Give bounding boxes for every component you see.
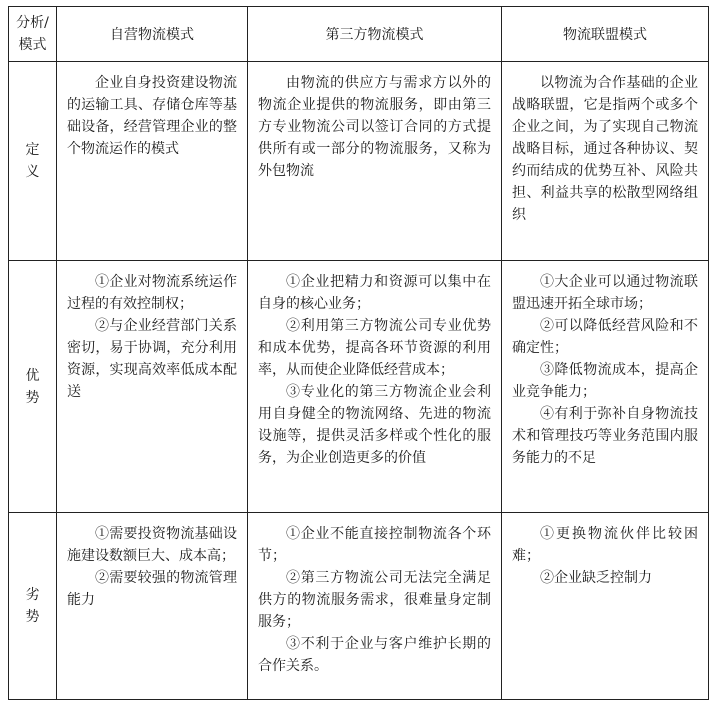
row-advantages (9, 261, 709, 513)
cell-paragraph: ①更换物流伙伴比较困难； (512, 526, 698, 564)
column-header-self-operated: 自营物流模式 (57, 7, 248, 62)
cell-paragraph: ①企业把精力和资源可以集中在自身的核心业务； (258, 274, 491, 312)
cell-paragraph: ①大企业可以通过物流联盟迅速开拓全球市场； (512, 274, 698, 312)
cell-disadvantages-third-party (248, 513, 502, 700)
cell-paragraph: ②利用第三方物流公司专业优势和成本优势，提高各环节资源的利用率，从而使企业降低经营成本； (258, 318, 491, 378)
row-disadvantages (9, 513, 709, 700)
cell-paragraph: ②第三方物流公司无法完全满足供方的物流服务需求，很难量身定制服务； (258, 570, 491, 630)
column-header-third-party: 第三方物流模式 (248, 7, 502, 62)
cell-paragraph: 由物流的供应方与需求方以外的物流企业提供的物流服务，即由第三方专业物流公司以签订合同的方式提供所有或一部分的物流服务，又称为外包物流 (258, 75, 491, 179)
cell-paragraph: ②需要较强的物流管理能力 (67, 570, 237, 608)
corner-header (9, 7, 57, 62)
cell-paragraph: ①企业不能直接控制物流各个环节； (258, 526, 491, 564)
cell-paragraph: ②企业缺乏控制力 (540, 570, 652, 586)
row-header-advantages: 优势 (9, 261, 57, 513)
cell-paragraph: ③降低物流成本，提高企业竞争能力； (512, 362, 698, 400)
logistics-comparison-table (8, 6, 709, 700)
cell-paragraph: ①需要投资物流基础设施建设数额巨大、成本高； (67, 526, 237, 564)
cell-advantages-alliance (502, 261, 709, 513)
cell-paragraph: 企业自身投资建设物流的运输工具、存储仓库等基础设备，经营管理企业的整个物流运作的模式 (67, 75, 237, 157)
header-row (9, 7, 709, 62)
cell-definition-self (57, 62, 248, 261)
cell-paragraph: ②可以降低经营风险和不确定性； (512, 318, 698, 356)
cell-definition-alliance (502, 62, 709, 261)
cell-paragraph: ①企业对物流系统运作过程的有效控制权； (67, 274, 237, 312)
cell-paragraph: ③不利于企业与客户维护长期的合作关系。 (258, 636, 491, 674)
corner-line-2: 模式 (18, 37, 47, 53)
cell-definition-third-party (248, 62, 502, 261)
cell-advantages-third-party (248, 261, 502, 513)
corner-line-1: 分析/ (16, 15, 49, 31)
cell-advantages-self (57, 261, 248, 513)
column-header-alliance: 物流联盟模式 (502, 7, 709, 62)
cell-paragraph: ③专业化的第三方物流企业会利用自身健全的物流网络、先进的物流设施等，提供灵活多样或个性化的服务，为企业创造更多的价值 (258, 384, 491, 466)
cell-paragraph: ②与企业经营部门关系密切，易于协调，充分利用资源，实现高效率低成本配送 (67, 318, 237, 400)
row-header-definition: 定义 (9, 62, 57, 261)
cell-paragraph: ④有利于弥补自身物流技术和管理技巧等业务范围内服务能力的不足 (512, 406, 698, 466)
row-definition (9, 62, 709, 261)
cell-paragraph: 以物流为合作基础的企业战略联盟，它是指两个或多个企业之间，为了实现自己物流战略目标，通过各种协议、契约而结成的优势互补、风险共担、利益共享的松散型网络组织 (512, 75, 698, 223)
row-header-disadvantages: 劣势 (9, 513, 57, 700)
cell-disadvantages-alliance (502, 513, 709, 700)
cell-disadvantages-self (57, 513, 248, 700)
